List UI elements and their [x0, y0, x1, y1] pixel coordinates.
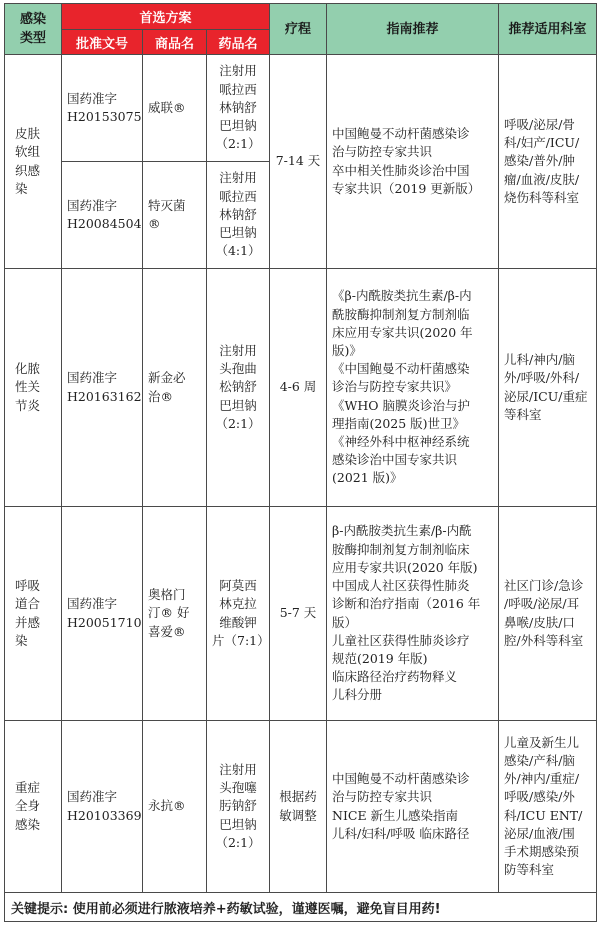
drug-name-cell: 注射用 头孢噻 肟钠舒 巴坦钠 （2:1）: [207, 721, 270, 893]
header-approval-number: 批准文号: [62, 30, 143, 55]
infection-type-cell: 皮肤 软组 织感 染: [5, 55, 62, 269]
approval-number-cell: 国药准字 H20103369: [62, 721, 143, 893]
guideline-cell: 中国鲍曼不动杆菌感染诊 治与防控专家共识 NICE 新生儿感染指南 儿科/妇科/呼吸 临床路径: [327, 721, 499, 893]
guideline-cell: β-内酰胺类抗生素/β-内酰 胺酶抑制剂复方制剂临床 应用专家共识(2020 年版) 中国成人社区获得性肺炎 诊断和治疗指南（2016 年 版） 儿童社区获得性肺炎诊疗 规范(2019 年版) 临床路径治疗药物释义 儿科分册: [327, 507, 499, 721]
guideline-cell: 中国鲍曼不动杆菌感染诊 治与防控专家共识 卒中相关性肺炎诊治中国 专家共识（2019 更新版）: [327, 55, 499, 269]
approval-number-cell: 国药准字 H20084504: [62, 162, 143, 269]
footer-row: [5, 893, 597, 922]
infection-type-cell: 重症 全身 感染: [5, 721, 62, 893]
header-drug-name: 药品名: [207, 30, 270, 55]
header-guideline: 指南推荐: [327, 4, 499, 55]
infection-type-cell: 呼吸 道合 并感 染: [5, 507, 62, 721]
department-cell: 儿科/神内/脑 外/呼吸/外科/ 泌尿/ICU/重症 等科室: [499, 269, 597, 507]
infection-type-cell: 化脓 性关 节炎: [5, 269, 62, 507]
brand-name-cell: 威联®: [143, 55, 207, 162]
header-preferred-plan: 首选方案: [62, 4, 270, 30]
header-infection-type: 感染 类型: [5, 4, 62, 55]
drug-name-cell: 阿莫西 林克拉 维酸钾 片（7:1）: [207, 507, 270, 721]
course-cell: 5-7 天: [270, 507, 327, 721]
key-tip-note: 关键提示: 使用前必须进行脓液培养+药敏试验，谨遵医嘱，避免盲目用药!: [5, 893, 597, 922]
header-brand-name: 商品名: [143, 30, 207, 55]
course-cell: 根据药 敏调整: [270, 721, 327, 893]
header-course: 疗程: [270, 4, 327, 55]
drug-name-cell: 注射用 哌拉西 林钠舒 巴坦钠 （2:1）: [207, 55, 270, 162]
guideline-cell: 《β-内酰胺类抗生素/β-内 酰胺酶抑制剂复方制剂临 床应用专家共识(2020 年 版)》 《中国鲍曼不动杆菌感染 诊治与防控专家共识》 《WHO 脑膜炎诊治与护 理指南(2025 版)世卫》 《神经外科中枢神经系统 感染诊治中国专家共识 (2021 版)》: [327, 269, 499, 507]
department-cell: 儿童及新生儿 感染/产科/脑 外/神内/重症/ 呼吸/感染/外 科/ICU ENT/ 泌尿/血液/围 手术期感染预 防等科室: [499, 721, 597, 893]
drug-name-cell: 注射用 哌拉西 林钠舒 巴坦钠 （4:1）: [207, 162, 270, 269]
table-row: [5, 55, 597, 162]
course-cell: 7-14 天: [270, 55, 327, 269]
department-cell: 社区门诊/急诊 /呼吸/泌尿/耳 鼻喉/皮肤/口 腔/外科等科室: [499, 507, 597, 721]
approval-number-cell: 国药准字 H20163162: [62, 269, 143, 507]
course-cell: 4-6 周: [270, 269, 327, 507]
brand-name-cell: 新金必 治®: [143, 269, 207, 507]
header-row-1: [5, 4, 597, 30]
approval-number-cell: 国药准字 H20051710: [62, 507, 143, 721]
department-cell: 呼吸/泌尿/骨 科/妇产/ICU/ 感染/普外/肿 瘤/血液/皮肤/ 烧伤科等科室: [499, 55, 597, 269]
brand-name-cell: 永抗®: [143, 721, 207, 893]
table-row: [5, 507, 597, 721]
table-row: [5, 269, 597, 507]
drug-name-cell: 注射用 头孢曲 松钠舒 巴坦钠 （2:1）: [207, 269, 270, 507]
drug-recommendation-table: [4, 3, 597, 922]
drug-table-wrapper: [4, 3, 596, 922]
header-department: 推荐适用科室: [499, 4, 597, 55]
brand-name-cell: 特灭菌 ®: [143, 162, 207, 269]
brand-name-cell: 奥格门 汀® 好 喜爱®: [143, 507, 207, 721]
table-row: [5, 721, 597, 893]
approval-number-cell: 国药准字 H20153075: [62, 55, 143, 162]
